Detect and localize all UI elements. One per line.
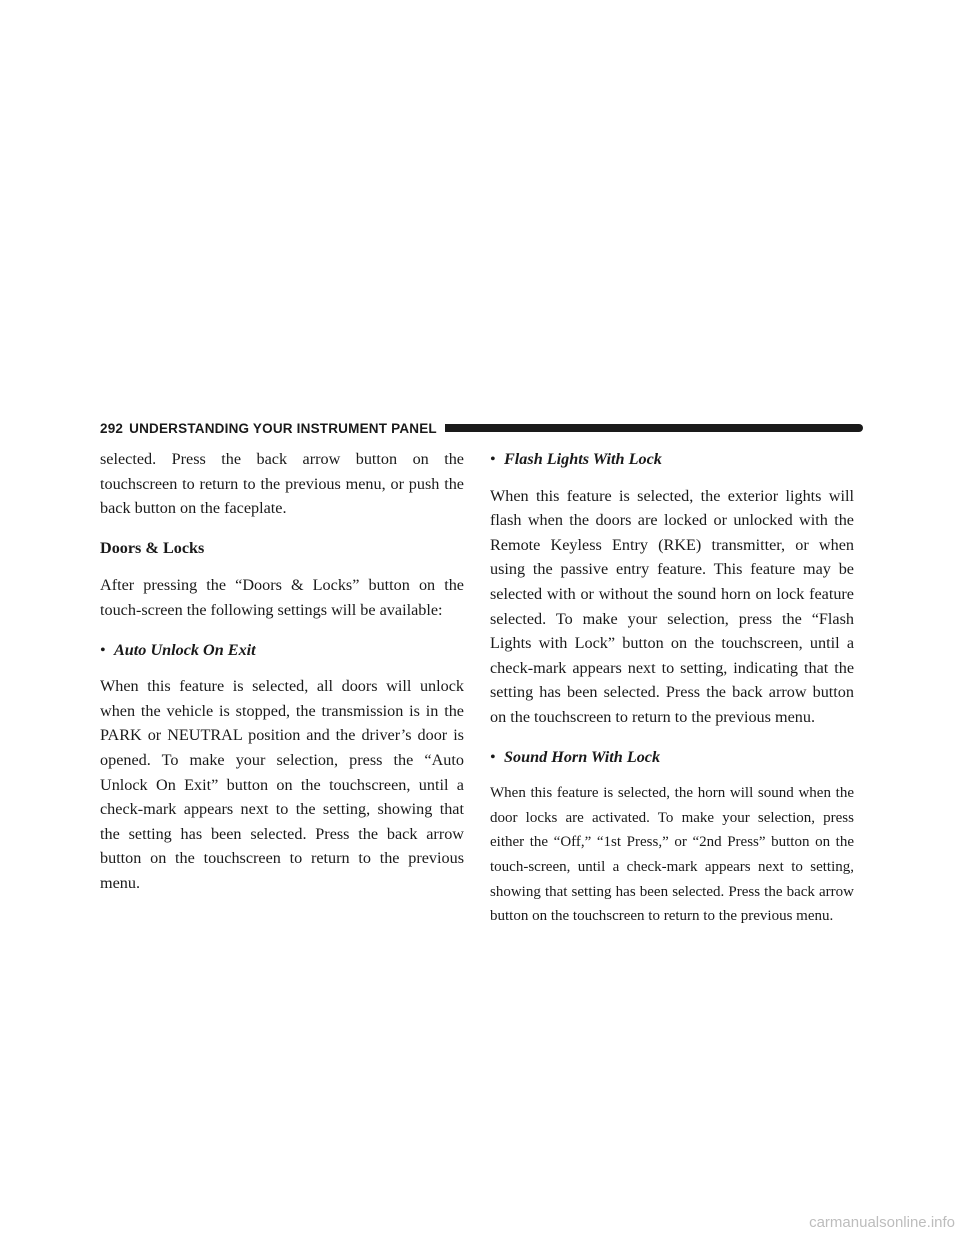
bullet-dot: • (490, 747, 496, 766)
bullet-dot: • (100, 640, 106, 659)
bullet-sound-horn (490, 745, 854, 770)
bullet-label: Flash Lights With Lock (504, 450, 662, 468)
watermark: carmanualsonline.info (809, 1214, 955, 1231)
bullet-label: Sound Horn With Lock (504, 747, 661, 766)
section-heading: Doors & Locks (100, 538, 205, 557)
left-column (100, 447, 464, 911)
sound-horn-paragraph: When this feature is selected, the horn will sound when the door locks are activated. To make your selection, press either the “Off,” “1st Press,” or “2nd Press” button on the touch-screen, until a check-mark appears next to setting, showing that setting has been selected. Press the back arrow button on the touchscreen to return to the previous menu. (490, 785, 854, 925)
intro-paragraph: selected. Press the back arrow button on the touchscreen to return to the previous menu, or push the back button on the faceplate. (100, 450, 464, 518)
section-paragraph: After pressing the “Doors & Locks” button on the touch-screen the following settings will be available: (100, 576, 464, 619)
bullet-dot: • (490, 450, 496, 468)
auto-unlock-paragraph: When this feature is selected, all doors will unlock when the vehicle is stopped, the transmission is in the PARK or NEUTRAL position and the driver’s door is opened. To make your selection, press the “Auto Unlock On Exit” button on the touchscreen, until a check-mark appears next to the setting, showing that the setting has been selected. Press the back arrow button on the touchscreen to return to the previous menu. (100, 677, 464, 892)
right-column (490, 447, 854, 944)
flash-lights-paragraph: When this feature is selected, the exterior lights will flash when the doors are locked or unlocked with the Remote Keyless Entry (RKE) transmitter, or when using the passive entry feature. This feature may be selected with or without the sound horn on lock feature selected. To make your selection, press the “Flash Lights with Lock” button on the touchscreen, until a check-mark appears next to setting, indicating that the setting has been selected. Press the back arrow button on the touchscreen to return to the previous menu. (490, 486, 854, 726)
page-header (100, 418, 863, 438)
header-rule (445, 424, 863, 432)
bullet-auto-unlock (100, 638, 464, 663)
chapter-title: UNDERSTANDING YOUR INSTRUMENT PANEL (129, 420, 437, 436)
bullet-label: Auto Unlock On Exit (114, 640, 256, 659)
bullet-flash-lights (490, 447, 854, 472)
page-number: 292 (100, 420, 124, 436)
